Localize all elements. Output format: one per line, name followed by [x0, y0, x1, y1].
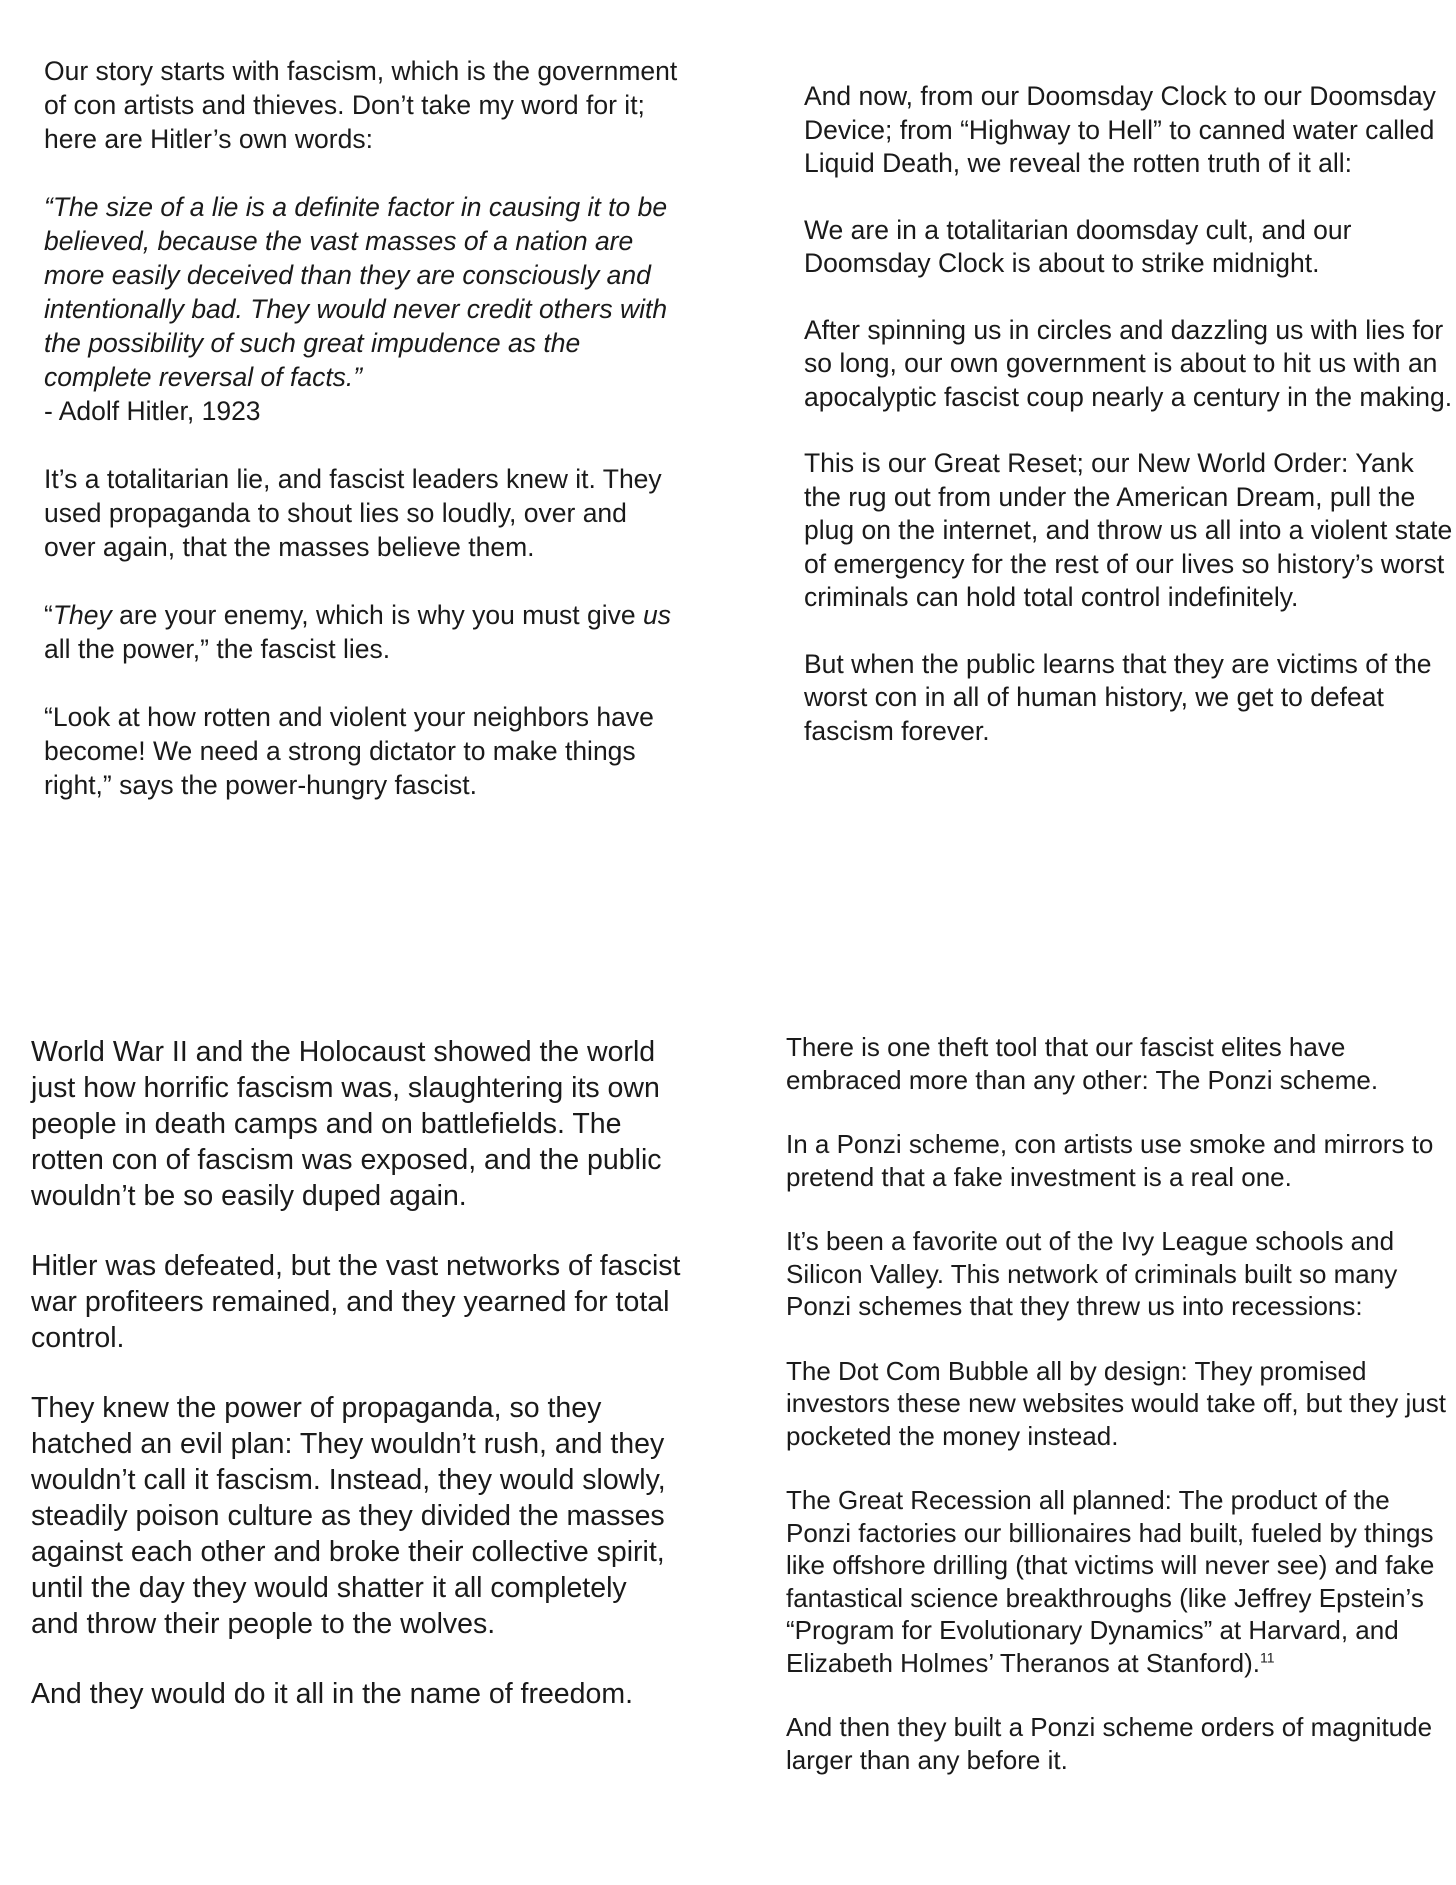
- paragraph: World War II and the Holocaust showed the world just how horrific fascism was, slaughtering its own people in death camps and on battlefields. The rotten con of fascism was exposed, and the public wouldn’t be so easily duped again.: [31, 1036, 662, 1212]
- paragraph: Hitler was defeated, but the vast networks of fascist war profiteers remained, and they yearned for total control.: [31, 1250, 681, 1354]
- paragraph: [44, 598, 684, 666]
- paragraph: After spinning us in circles and dazzling us with lies for so long, our own government is about to hit us with an apocalyptic fascist coup nearly a century in the making.: [804, 314, 1453, 412]
- panel-top-right: [804, 80, 1454, 781]
- paragraph: And then they built a Ponzi scheme orders of magnitude larger than any before it.: [786, 1712, 1433, 1775]
- footnote-marker[interactable]: 11: [1260, 1648, 1275, 1665]
- paragraph: But when the public learns that they are victims of the worst con in all of human history, we get to defeat fascism forever.: [804, 648, 1432, 746]
- paragraph: It’s a totalitarian lie, and fascist leaders knew it. They used propaganda to shout lies so loudly, over and over again, that the masses believe them.: [44, 464, 662, 562]
- quote-text: “The size of a lie is a definite factor in causing it to be believed, because the vast masses of a nation are more easily deceived than they are consciously and intentionally bad. They would never credit others with the possibility of such great impudence as the complete reversal of facts.”: [44, 192, 668, 392]
- paragraph: And now, from our Doomsday Clock to our Doomsday Device; from “Highway to Hell” to canned water called Liquid Death, we reveal the rotten truth of it all:: [804, 81, 1436, 178]
- paragraph: This is our Great Reset; our New World Order: Yank the rug out from under the American Dream, pull the plug on the internet, and throw us all into a violent state of emergency for the rest of our lives so history’s worst criminals can hold total control indefinitely.: [804, 448, 1453, 612]
- paragraph: We are in a totalitarian doomsday cult, and our Doomsday Clock is about to strike midnight.: [804, 214, 1352, 278]
- emphasis-us: us: [642, 600, 671, 630]
- text-run: The Great Recession all planned: The product of the Ponzi factories our billionaires had built, fueled by things like offshore drilling (that victims will never see) and fake fantastical science breakthroughs (like Jeffrey Epstein’s “Program for Evolutionary Dynamics” at Harvard, and Elizabeth Holmes’ Theranos at Stanford).: [786, 1485, 1435, 1678]
- hitler-quote: [44, 190, 684, 428]
- paragraph: In a Ponzi scheme, con artists use smoke and mirrors to pretend that a fake investment is a real one.: [786, 1129, 1434, 1192]
- paragraph: Our story starts with fascism, which is the government of con artists and thieves. Don’t take my word for it; here are Hitler’s own words:: [44, 56, 678, 154]
- paragraph: There is one theft tool that our fascist elites have embraced more than any other: The Ponzi scheme.: [786, 1032, 1379, 1095]
- panel-top-left: [44, 54, 684, 802]
- panel-bottom-right: [786, 1031, 1451, 1808]
- paragraph: And they would do it all in the name of freedom.: [31, 1678, 634, 1710]
- text-run: “: [44, 600, 53, 630]
- paragraph: They knew the power of propaganda, so they hatched an evil plan: They wouldn’t rush, and they wouldn’t call it fascism. Instead, they would slowly, steadily poison culture as they divided the masses against each other and broke their collective spirit, until the day they would shatter it all completely and throw their people to the wolves.: [31, 1392, 666, 1640]
- quote-attribution: - Adolf Hitler, 1923: [44, 396, 261, 426]
- text-run: are your enemy, which is why you must give: [111, 600, 643, 630]
- text-run: all the power,” the fascist lies.: [44, 634, 391, 664]
- paragraph: “Look at how rotten and violent your neighbors have become! We need a strong dictator to make things right,” says the power-hungry fascist.: [44, 702, 654, 800]
- paragraph: [786, 1484, 1451, 1679]
- panel-bottom-left: [31, 1034, 681, 1746]
- paragraph: It’s been a favorite out of the Ivy League schools and Silicon Valley. This network of criminals built so many Ponzi schemes that they threw us into recessions:: [786, 1226, 1398, 1321]
- paragraph: The Dot Com Bubble all by design: They promised investors these new websites would take off, but they just pocketed the money instead.: [786, 1355, 1446, 1451]
- emphasis-they: They: [52, 600, 112, 630]
